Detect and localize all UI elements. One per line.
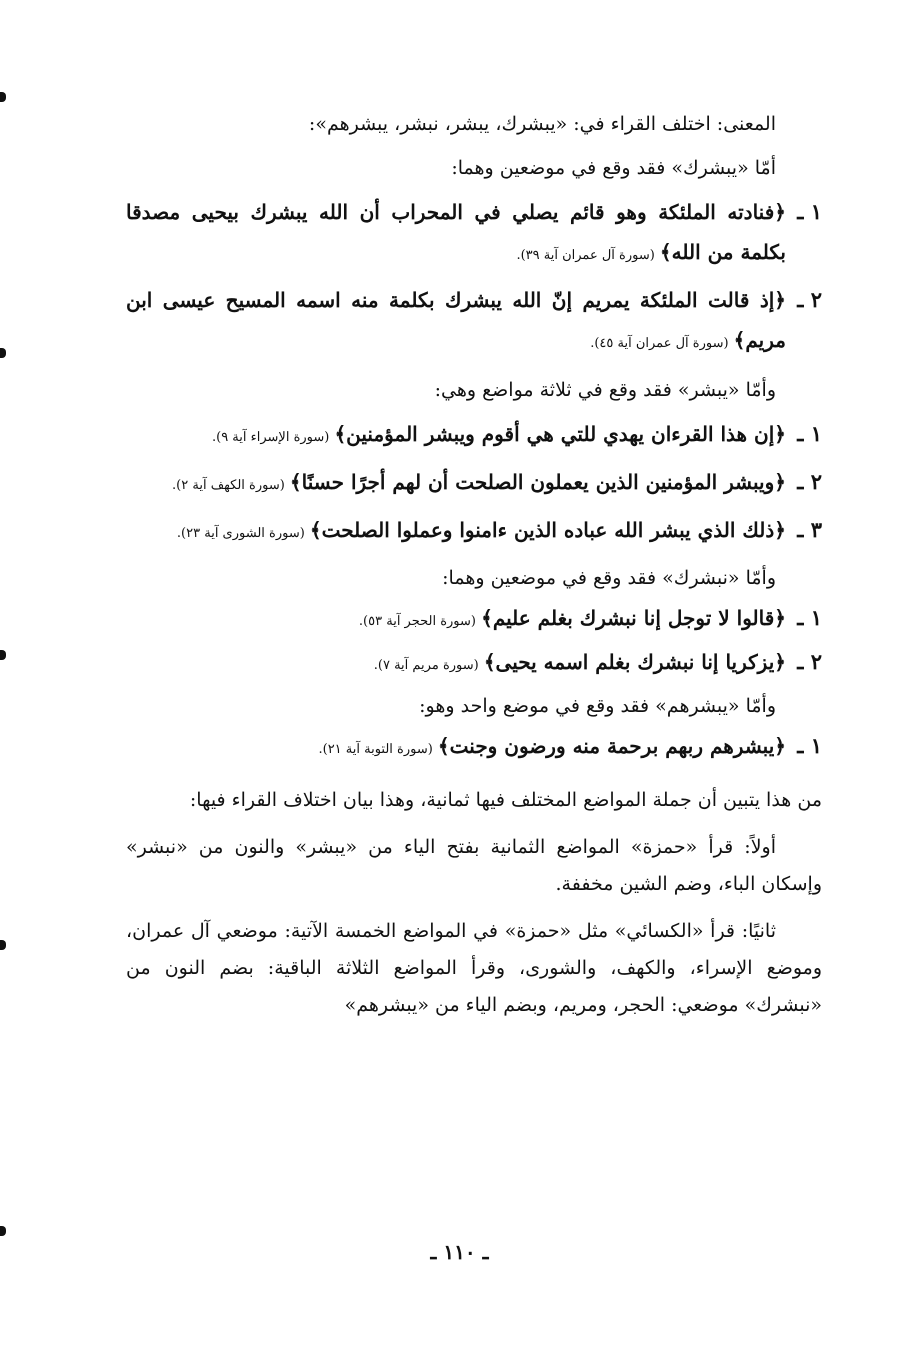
scan-edge-mark [0, 348, 6, 358]
list-item [126, 642, 822, 682]
verse-reference: (سورة الشورى آية ٢٣). [176, 526, 305, 541]
verse-reference: (سورة الكهف آية ٢). [172, 478, 285, 493]
scan-edge-mark [0, 92, 6, 102]
group-yubashiru [126, 414, 822, 550]
verse-reference: (سورة مريم آية ٧). [373, 658, 479, 673]
list-item [126, 280, 822, 360]
intro-line: المعنى: اختلف القراء في: «يبشرك، يبشر، نبشر، يبشرهم»: [308, 113, 776, 135]
section-heading: وأمّا «نبشرك» فقد وقع في موضعين وهما: [442, 567, 776, 589]
verse-text: ﴿يزكريا إنا نبشرك بغلم اسمه يحيى﴾ [483, 650, 786, 674]
list-item [126, 726, 822, 766]
paragraph-second: ثانيًا: قرأ «الكسائي» مثل «حمزة» في المواضع الخمسة الآتية: موضعي آل عمران، وموضع الإسراء، والكهف، والشورى، وقرأ المواضع الثلاثة الباقية: بضم النون من «نبشرك» موضعي: الحجر، ومريم، وبضم الياء من «يبشرهم» [126, 920, 822, 1016]
item-number: ٢ ـ [797, 287, 822, 312]
verse-text: ﴿إن هذا القرءان يهدي للتي هي أقوم ويبشر المؤمنين﴾ [334, 422, 786, 446]
verse-text: ﴿إذ قالت الملئكة يمريم إنّ الله يبشرك بكلمة منه اسمه المسيح عيسى ابن مريم﴾ [126, 288, 786, 352]
item-number: ١ ـ [797, 605, 822, 630]
verse-text: ﴿يبشرهم ربهم برحمة منه ورضون وجنت﴾ [437, 734, 786, 758]
paragraph-first: أولاً: قرأ «حمزة» المواضع الثمانية بفتح الياء من «يبشر» والنون من «نبشر» وإسكان الباء، وضم الشين مخففة. [126, 836, 822, 895]
item-number: ١ ـ [797, 733, 822, 758]
paragraph-summary: من هذا يتبين أن جملة المواضع المختلف فيها ثمانية، وهذا بيان اختلاف القراء فيها: [189, 789, 822, 811]
group-yubashiruhum [126, 726, 822, 766]
scan-edge-mark [0, 1226, 6, 1236]
list-item [126, 510, 822, 550]
group-yubashiruka [126, 192, 822, 360]
section-heading: وأمّا «يبشر» فقد وقع في ثلاثة مواضع وهي: [434, 379, 776, 401]
verse-text: ﴿ويبشر المؤمنين الذين يعملون الصلحت أن لهم أجرًا حسنًا﴾ [289, 470, 786, 494]
verse-reference: (سورة الحجر آية ٥٣). [358, 614, 476, 629]
list-item [126, 462, 822, 502]
item-number: ٣ ـ [797, 517, 822, 542]
list-item [126, 192, 822, 272]
item-number: ٢ ـ [797, 469, 822, 494]
item-number: ٢ ـ [797, 649, 822, 674]
verse-reference: (سورة آل عمران آية ٤٥). [590, 336, 729, 351]
group-nubashiruka [126, 598, 822, 682]
verse-reference: (سورة الإسراء آية ٩). [211, 430, 330, 445]
item-number: ١ ـ [797, 199, 822, 224]
list-item [126, 414, 822, 454]
verse-reference: (سورة التوبة آية ٢١). [318, 742, 433, 757]
list-item [126, 598, 822, 638]
verse-reference: (سورة آل عمران آية ٣٩). [516, 248, 655, 263]
verse-text: ﴿ذلك الذي يبشر الله عباده الذين ءامنوا وعملوا الصلحت﴾ [309, 518, 786, 542]
page-body [126, 108, 822, 1024]
verse-text: ﴿فنادته الملئكة وهو قائم يصلي في المحراب أن الله يبشرك بيحيى مصدقا بكلمة من الله﴾ [126, 200, 786, 264]
section-heading: وأمّا «يبشرهم» فقد وقع في موضع واحد وهو: [419, 695, 776, 717]
intro-heading: أمّا «يبشرك» فقد وقع في موضعين وهما: [451, 157, 776, 179]
scan-edge-mark [0, 940, 6, 950]
item-number: ١ ـ [797, 421, 822, 446]
page-number: ـ ١١٠ ـ [430, 1240, 489, 1264]
scan-edge-mark [0, 650, 6, 660]
verse-text: ﴿قالوا لا توجل إنا نبشرك بغلم عليم﴾ [481, 606, 786, 630]
